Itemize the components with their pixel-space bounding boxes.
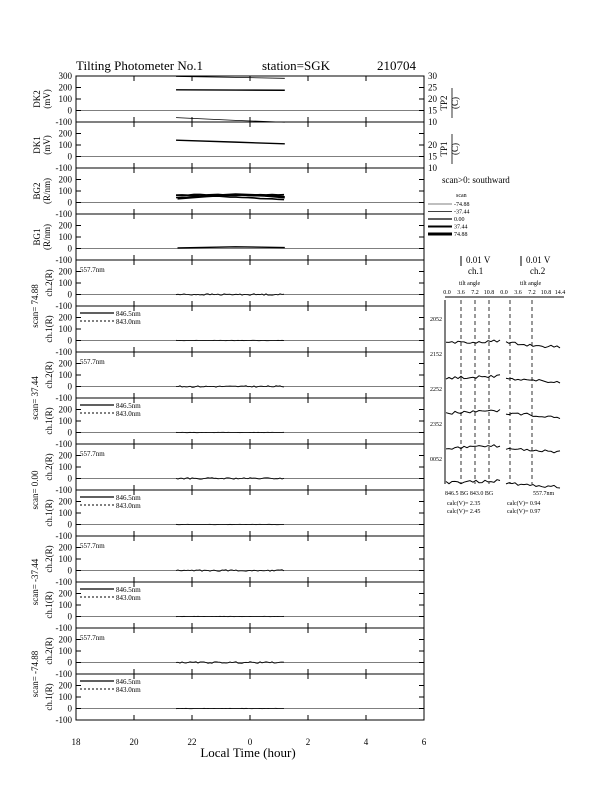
panel-frame — [76, 168, 424, 214]
side-title: scan>0: southward — [442, 175, 510, 185]
panel-6 — [44, 306, 424, 357]
y-tick-label: 0 — [67, 197, 72, 208]
channel-label: ch.1(R) — [44, 407, 54, 435]
chart-title: Tilting Photometer No.1 — [76, 58, 204, 73]
legend-846: 846.5nm — [116, 494, 141, 502]
legend-843: 843.0nm — [116, 410, 141, 418]
panel-10 — [44, 490, 424, 541]
right-unit: (C) — [450, 97, 460, 109]
panel-frame — [76, 122, 424, 168]
side-trace-ch2 — [506, 342, 560, 348]
legend-label-1: -37.44 — [454, 209, 470, 216]
side-trace-ch2 — [506, 448, 560, 452]
y-tick-label: 100 — [58, 278, 72, 288]
y-tick-label: 200 — [58, 266, 72, 277]
panel-label: DK1 — [32, 136, 42, 154]
legend-label-0: -74.88 — [454, 202, 470, 208]
tilt-tick-ch2: 3.6 — [514, 290, 522, 296]
y-tick-label: 0 — [67, 381, 72, 392]
scan-label: scan= 37.44 — [30, 376, 40, 420]
y-tick-label: 200 — [58, 588, 72, 599]
side-legend — [428, 202, 470, 238]
y-tick-label: 200 — [58, 634, 72, 645]
panel-frame — [76, 76, 424, 122]
panel-label: BG1 — [32, 228, 42, 246]
y-tick-label: 200 — [58, 450, 72, 461]
y-tick-label: 0 — [67, 243, 72, 254]
right-tick-label: 25 — [428, 82, 437, 93]
tilt-tick-ch2: 0.0 — [500, 290, 508, 296]
calc2-ch1: calc(V)= 2.45 — [447, 509, 481, 515]
panel-frame — [76, 352, 424, 398]
y-tick-label: 0 — [67, 151, 72, 162]
x-tick-label: 0 — [247, 737, 253, 747]
channel-label: ch.1(R) — [44, 683, 54, 711]
y-tick-label: 200 — [58, 312, 72, 323]
channel-label: ch.1(R) — [44, 499, 54, 527]
legend-557: 557.7nm — [80, 542, 105, 550]
legend-557: 557.7nm — [80, 358, 105, 366]
scale-ch1: 0.01 V — [466, 255, 491, 265]
channel-label: ch.2(R) — [44, 453, 54, 481]
panel-5 — [30, 260, 424, 328]
y-tick-label: -100 — [55, 623, 72, 633]
legend-843: 843.0nm — [116, 318, 141, 326]
calc2-ch2: calc(V)= 0.97 — [507, 509, 541, 515]
panel-14 — [44, 674, 424, 725]
y-tick-label: 200 — [58, 680, 72, 691]
panel-unit: (mV) — [42, 89, 52, 109]
panel-frame — [76, 628, 424, 674]
tilt-title-ch2: tilt angle — [520, 281, 542, 287]
y-tick-label: -100 — [55, 347, 72, 357]
y-tick-label: 200 — [58, 82, 72, 93]
y-tick-label: -100 — [55, 531, 72, 541]
y-tick-label: 200 — [58, 542, 72, 553]
right-label: TP2 — [439, 95, 449, 111]
y-tick-label: 0 — [67, 611, 72, 622]
y-tick-label: 100 — [58, 508, 72, 518]
panel-unit: (R/nm) — [42, 224, 52, 250]
channel-label: ch.1(R) — [44, 591, 54, 619]
tilt-tick-ch2: 10.8 — [540, 290, 552, 296]
y-tick-label: 200 — [58, 358, 72, 369]
y-tick-label: 100 — [58, 554, 72, 564]
side-time-label: 2052 — [430, 317, 442, 323]
x-tick-label: 22 — [187, 737, 197, 747]
y-tick-label: -100 — [55, 669, 72, 679]
panel-frame — [76, 536, 424, 582]
tilt-title-ch1: tilt angle — [459, 281, 481, 287]
date-label: 210704 — [377, 58, 416, 73]
panel-unit: (R/nm) — [42, 178, 52, 204]
channel-label: ch.2(R) — [44, 269, 54, 297]
legend-846: 846.5nm — [116, 310, 141, 318]
legend-557: 557.7nm — [80, 266, 105, 274]
side-plot — [430, 297, 564, 488]
panel-unit: (mV) — [42, 135, 52, 155]
y-tick-label: -100 — [55, 255, 72, 265]
panel-3 — [32, 168, 424, 219]
right-tick-label: 20 — [428, 140, 437, 150]
legend-557: 557.7nm — [80, 634, 105, 642]
y-tick-label: 0 — [67, 289, 72, 300]
legend-846: 846.5nm — [116, 586, 141, 594]
panels — [30, 71, 460, 725]
scan-label: scan= -37.44 — [30, 558, 40, 606]
panel-9 — [30, 444, 424, 510]
y-tick-label: -100 — [55, 577, 72, 587]
legend-846: 846.5nm — [116, 678, 141, 686]
panel-12 — [44, 582, 424, 633]
panel-11 — [30, 536, 424, 605]
y-tick-label: 200 — [58, 220, 72, 231]
y-tick-label: 300 — [58, 71, 72, 81]
panel-label: BG2 — [32, 182, 42, 200]
side-trace-ch1 — [446, 340, 500, 343]
y-tick-label: 0 — [67, 427, 72, 438]
y-tick-label: 200 — [58, 404, 72, 415]
side-panel — [428, 175, 565, 515]
y-tick-label: 100 — [58, 140, 72, 150]
right-tick-label: 15 — [428, 151, 437, 162]
tilt-tick-ch1: 3.6 — [457, 290, 465, 296]
y-tick-label: -100 — [55, 117, 72, 127]
tilt-tick-ch1: 0.0 — [443, 290, 451, 296]
panel-8 — [44, 398, 424, 449]
y-tick-label: 100 — [58, 370, 72, 380]
channel-label: ch.2(R) — [44, 545, 54, 573]
panel-7 — [30, 352, 424, 420]
bottom-ch1: 846.5 BG 843.0 BG — [445, 491, 494, 497]
x-tick-label: 2 — [305, 737, 311, 747]
legend-846: 846.5nm — [116, 402, 141, 410]
y-tick-label: 100 — [58, 416, 72, 426]
right-label: TP1 — [439, 141, 449, 157]
legend-label-2: 0.00 — [454, 217, 465, 223]
y-tick-label: -100 — [55, 301, 72, 311]
y-tick-label: 100 — [58, 462, 72, 472]
y-tick-label: 200 — [58, 496, 72, 507]
side-time-label: 2152 — [430, 352, 442, 358]
legend-843: 843.0nm — [116, 502, 141, 510]
station-label: station=SGK — [262, 58, 331, 73]
side-trace-ch2 — [506, 413, 560, 419]
y-tick-label: 0 — [67, 565, 72, 576]
side-time-label: 0052 — [430, 457, 442, 463]
scan-label: scan= 74.88 — [30, 284, 40, 328]
tilt-tick-ch1: 10.8 — [483, 290, 495, 296]
side-trace-ch1 — [446, 445, 500, 450]
legend-label-4: 74.88 — [454, 232, 468, 238]
y-tick-label: 100 — [58, 692, 72, 702]
legend-843: 843.0nm — [116, 594, 141, 602]
y-tick-label: 0 — [67, 105, 72, 116]
y-tick-label: 100 — [58, 646, 72, 656]
x-axis-label: Local Time (hour) — [200, 745, 296, 760]
right-unit: (C) — [450, 143, 460, 155]
y-tick-label: -100 — [55, 439, 72, 449]
channel-label: ch.2(R) — [44, 361, 54, 389]
side-trace-ch1 — [446, 480, 500, 484]
x-tick-label: 4 — [363, 737, 369, 747]
x-tick-label: 20 — [129, 737, 139, 747]
y-tick-label: 0 — [67, 335, 72, 346]
right-tick-label: 10 — [428, 163, 437, 173]
y-tick-label: -100 — [55, 209, 72, 219]
x-tick-label: 6 — [421, 737, 427, 747]
tilt-tick-ch1: 7.2 — [471, 290, 479, 296]
y-tick-label: 100 — [58, 186, 72, 196]
y-tick-label: 0 — [67, 473, 72, 484]
ch1-label: ch.1 — [468, 266, 484, 276]
panel-1 — [32, 71, 460, 127]
y-tick-label: -100 — [55, 163, 72, 173]
side-trace-ch2 — [506, 483, 560, 488]
right-tick-label: 10 — [428, 117, 437, 127]
scale-ch2: 0.01 V — [526, 255, 551, 265]
right-tick-label: 20 — [428, 94, 437, 104]
panel-frame — [76, 444, 424, 490]
channel-label: ch.2(R) — [44, 637, 54, 665]
series-DK1 — [176, 140, 285, 144]
side-trace-ch1 — [446, 375, 500, 379]
channel-label: ch.1(R) — [44, 315, 54, 343]
x-tick-label: 18 — [71, 737, 81, 747]
y-tick-label: 200 — [58, 128, 72, 139]
series-BG1 — [178, 247, 285, 248]
panel-label: DK2 — [32, 90, 42, 108]
side-trace-ch2 — [506, 378, 560, 383]
right-tick-label: 15 — [428, 105, 437, 116]
bottom-ch2: 557.7nm — [533, 491, 555, 497]
panel-frame — [76, 214, 424, 260]
calc1-ch1: calc(V)= 2.35 — [447, 501, 481, 507]
side-time-label: 2252 — [430, 387, 442, 393]
y-tick-label: 100 — [58, 94, 72, 104]
tilt-ticks — [443, 290, 565, 296]
legend-557: 557.7nm — [80, 450, 105, 458]
y-tick-label: -100 — [55, 715, 72, 725]
scan-label: scan= -74.88 — [30, 650, 40, 698]
y-tick-label: -100 — [55, 485, 72, 495]
scan-label: scan= 0.00 — [30, 470, 40, 510]
y-tick-label: 100 — [58, 324, 72, 334]
y-tick-label: 100 — [58, 232, 72, 242]
ch2-label: ch.2 — [530, 266, 546, 276]
calc1-ch2: calc(V)= 0.94 — [507, 501, 541, 507]
y-tick-label: 0 — [67, 519, 72, 530]
y-tick-label: 200 — [58, 174, 72, 185]
side-trace-ch1 — [446, 410, 500, 415]
side-legend-title: scan — [456, 193, 467, 199]
legend-label-3: 37.44 — [454, 224, 468, 231]
right-tick-label: 30 — [428, 71, 437, 81]
y-tick-label: 0 — [67, 703, 72, 714]
tilt-tick-ch2: 7.2 — [528, 290, 536, 296]
panel-2 — [32, 122, 460, 173]
tilt-tick-ch2: 14.4 — [554, 290, 566, 296]
panel-13 — [30, 628, 424, 697]
panel-4 — [32, 214, 424, 265]
y-tick-label: 100 — [58, 600, 72, 610]
legend-843: 843.0nm — [116, 686, 141, 694]
panel-frame — [76, 260, 424, 306]
y-tick-label: -100 — [55, 393, 72, 403]
side-time-label: 2352 — [430, 422, 442, 428]
y-tick-label: 0 — [67, 657, 72, 668]
